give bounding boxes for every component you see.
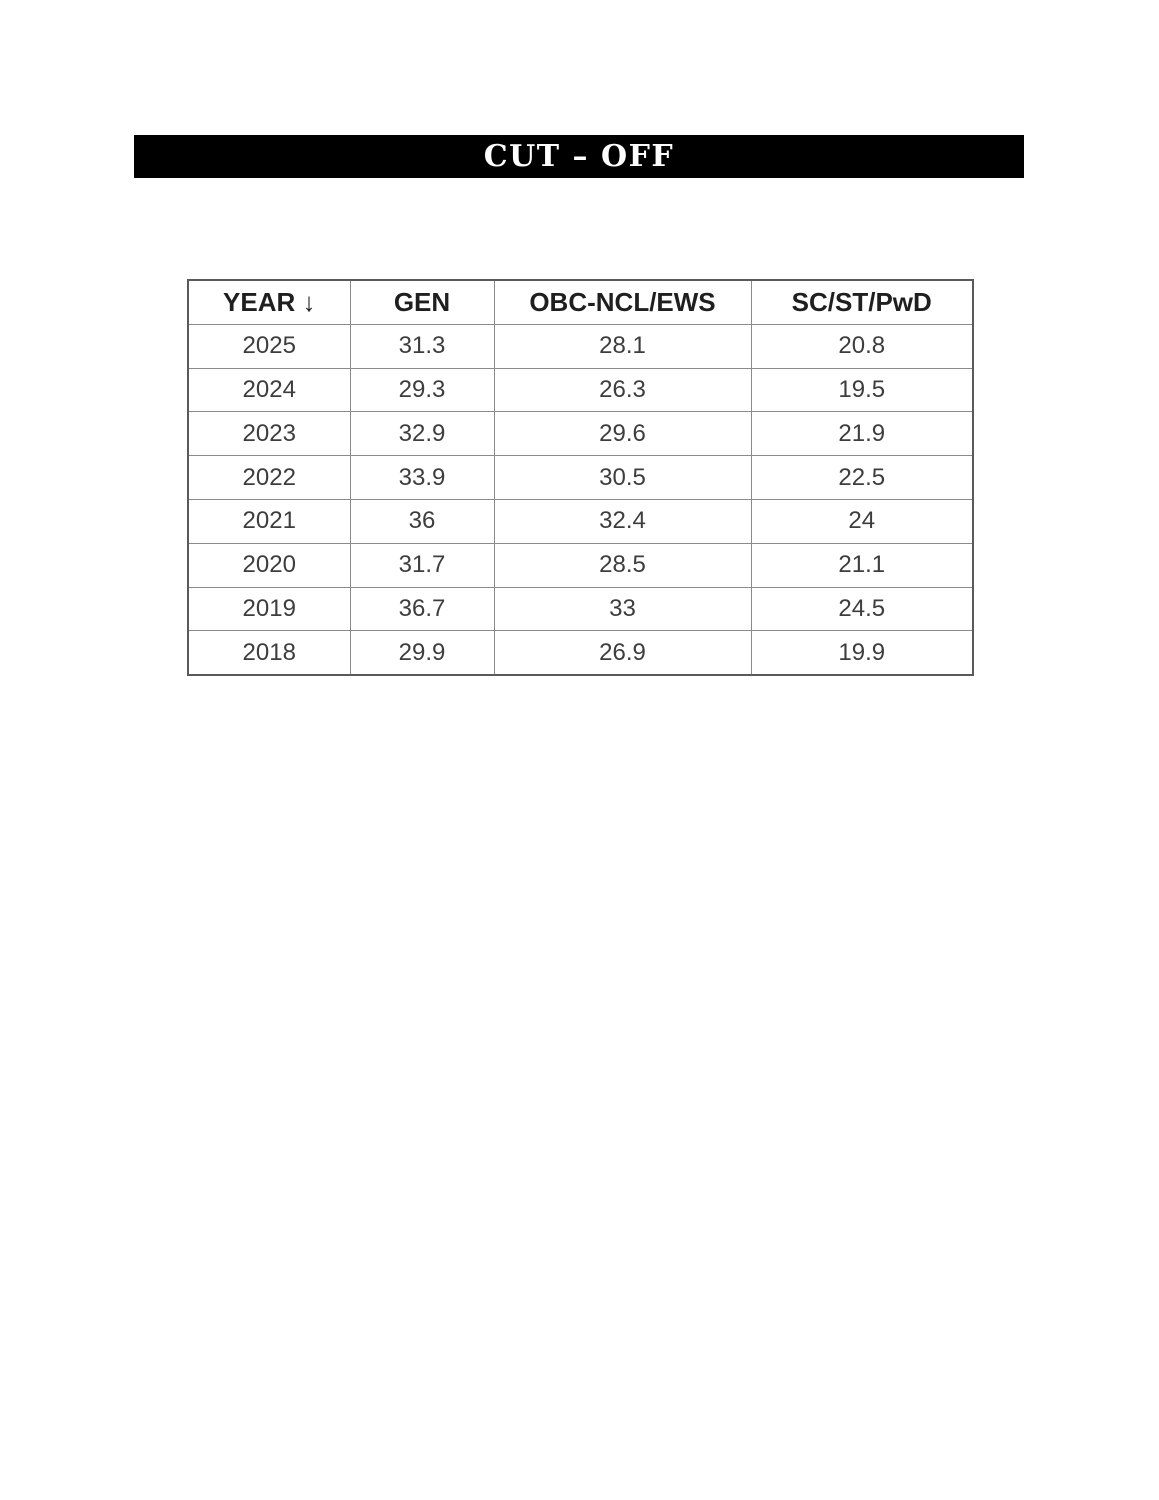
gen-cell: 31.7 bbox=[350, 543, 494, 587]
column-header-obc-ncl-ews: OBC-NCL/EWS bbox=[494, 280, 751, 324]
sc-cell: 22.5 bbox=[751, 456, 973, 500]
column-header-sc-st-pwd: SC/ST/PwD bbox=[751, 280, 973, 324]
sc-cell: 24 bbox=[751, 499, 973, 543]
table-row bbox=[188, 543, 973, 587]
obc-cell: 32.4 bbox=[494, 499, 751, 543]
gen-cell: 36 bbox=[350, 499, 494, 543]
obc-cell: 26.3 bbox=[494, 368, 751, 412]
table-row bbox=[188, 631, 973, 675]
gen-cell: 32.9 bbox=[350, 412, 494, 456]
gen-cell: 29.9 bbox=[350, 631, 494, 675]
obc-cell: 29.6 bbox=[494, 412, 751, 456]
column-header-gen: GEN bbox=[350, 280, 494, 324]
page-title: CUT – OFF bbox=[483, 138, 675, 174]
table-row bbox=[188, 587, 973, 631]
gen-cell: 29.3 bbox=[350, 368, 494, 412]
year-cell: 2020 bbox=[188, 543, 350, 587]
year-cell: 2018 bbox=[188, 631, 350, 675]
year-cell: 2019 bbox=[188, 587, 350, 631]
table-row bbox=[188, 412, 973, 456]
obc-cell: 28.5 bbox=[494, 543, 751, 587]
year-cell: 2023 bbox=[188, 412, 350, 456]
gen-cell: 36.7 bbox=[350, 587, 494, 631]
gen-cell: 33.9 bbox=[350, 456, 494, 500]
cutoff-table bbox=[187, 279, 974, 676]
year-cell: 2022 bbox=[188, 456, 350, 500]
gen-cell: 31.3 bbox=[350, 324, 494, 368]
sc-cell: 20.8 bbox=[751, 324, 973, 368]
sc-cell: 24.5 bbox=[751, 587, 973, 631]
sc-cell: 21.9 bbox=[751, 412, 973, 456]
year-cell: 2025 bbox=[188, 324, 350, 368]
sc-cell: 21.1 bbox=[751, 543, 973, 587]
table-row bbox=[188, 368, 973, 412]
sc-cell: 19.5 bbox=[751, 368, 973, 412]
obc-cell: 30.5 bbox=[494, 456, 751, 500]
year-cell: 2024 bbox=[188, 368, 350, 412]
obc-cell: 33 bbox=[494, 587, 751, 631]
table-row bbox=[188, 456, 973, 500]
table-row bbox=[188, 499, 973, 543]
cutoff-banner bbox=[134, 135, 1024, 178]
table-row bbox=[188, 324, 973, 368]
year-cell: 2021 bbox=[188, 499, 350, 543]
obc-cell: 28.1 bbox=[494, 324, 751, 368]
table-header-row bbox=[188, 280, 973, 324]
column-header-year: YEAR ↓ bbox=[188, 280, 350, 324]
sc-cell: 19.9 bbox=[751, 631, 973, 675]
obc-cell: 26.9 bbox=[494, 631, 751, 675]
